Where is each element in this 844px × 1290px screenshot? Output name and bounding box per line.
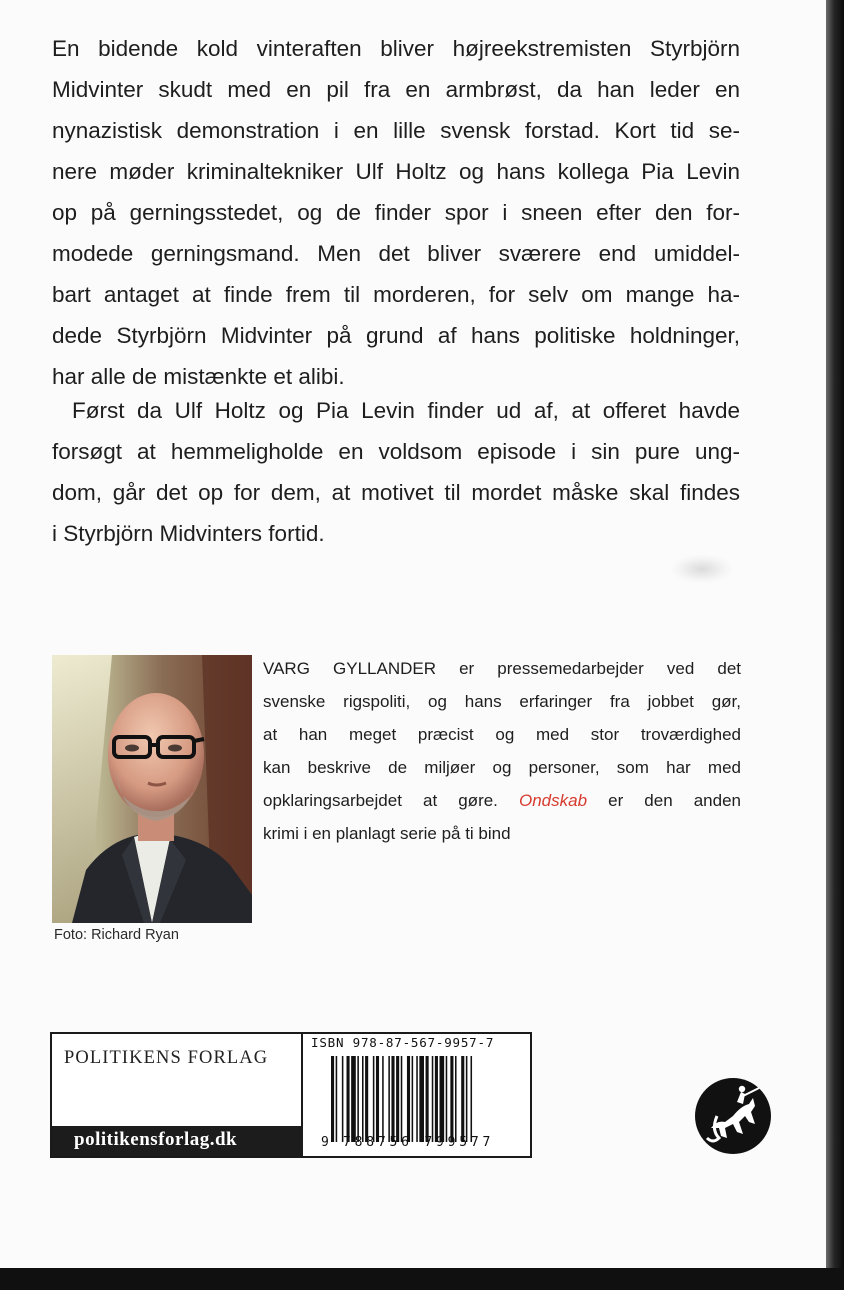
- barcode-lead-digit: 9: [321, 1135, 329, 1150]
- blurb-line: forsøgt at hemmeligholde en voldsom episode i sin pure ung-: [52, 439, 740, 464]
- blurb-line: nynazistisk demonstration i en lille svensk forstad. Kort tid se-: [52, 118, 740, 143]
- paper-smudge: [672, 555, 732, 583]
- publisher-url[interactable]: politikensforlag.dk: [74, 1129, 238, 1150]
- blurb-line: Først da Ulf Holtz og Pia Levin finder ud af, at offeret havde: [72, 398, 740, 423]
- bio-line-text: opklaringsarbejdet at gøre.: [263, 791, 498, 810]
- blurb-line: Midvinter skudt med en pil fra en armbrøst, da han leder en: [52, 77, 740, 102]
- blurb-paragraph-2: [52, 390, 740, 554]
- author-bio: [263, 652, 741, 850]
- bio-line: [263, 784, 741, 817]
- bio-line: at han meget præcist og med stor troværdighed: [263, 725, 741, 744]
- horse-rider-logo-icon: [693, 1076, 773, 1161]
- blurb-line: bart antaget at finde frem til morderen, for selv om mange ha-: [52, 282, 740, 307]
- bio-line: krimi i en planlagt serie på ti bind: [263, 824, 511, 843]
- blurb-line: dom, går det op for dem, at motivet til mordet måske skal findes: [52, 480, 740, 505]
- bio-line: VARG GYLLANDER er pressemedarbejder ved det: [263, 659, 741, 678]
- bio-line: kan beskrive de miljøer og personer, som har med: [263, 758, 741, 777]
- bio-line: svenske rigspoliti, og hans erfaringer fra jobbet gør,: [263, 692, 741, 711]
- publisher-url-bar: [52, 1126, 303, 1156]
- isbn-label: ISBN 978-87-567-9957-7: [311, 1035, 495, 1050]
- publisher-name-cell: [52, 1034, 303, 1126]
- blurb-line: op på gerningsstedet, og de finder spor i sneen efter den for-: [52, 200, 740, 225]
- scan-bottom-edge: [0, 1268, 844, 1290]
- blurb-paragraph-1: [52, 28, 740, 397]
- blurb-line: har alle de mistænkte et alibi.: [52, 364, 345, 389]
- blurb-line: En bidende kold vinteraften bliver højreekstremisten Styrbjörn: [52, 36, 740, 61]
- bio-line-text: er den anden: [608, 791, 741, 810]
- publisher-name: POLITIKENS FORLAG: [64, 1048, 269, 1068]
- author-photo: [52, 655, 252, 923]
- barcode-bars: [331, 1056, 521, 1142]
- blurb-line: nere møder kriminaltekniker Ulf Holtz og hans kollega Pia Levin: [52, 159, 740, 184]
- blurb-line: dede Styrbjörn Midvinter på grund af hans politiske holdninger,: [52, 323, 740, 348]
- cover-edge: [826, 0, 844, 1290]
- blurb-line: modede gerningsmand. Men det bliver sværere end umiddel-: [52, 241, 740, 266]
- book-title: Ondskab: [518, 791, 588, 810]
- blurb-line: i Styrbjörn Midvinters fortid.: [52, 521, 325, 546]
- photo-credit: Foto: Richard Ryan: [54, 927, 179, 943]
- barcode-digits: 788756 799577: [343, 1135, 495, 1150]
- isbn-barcode: [303, 1034, 530, 1156]
- publisher-barcode-box: [50, 1032, 532, 1158]
